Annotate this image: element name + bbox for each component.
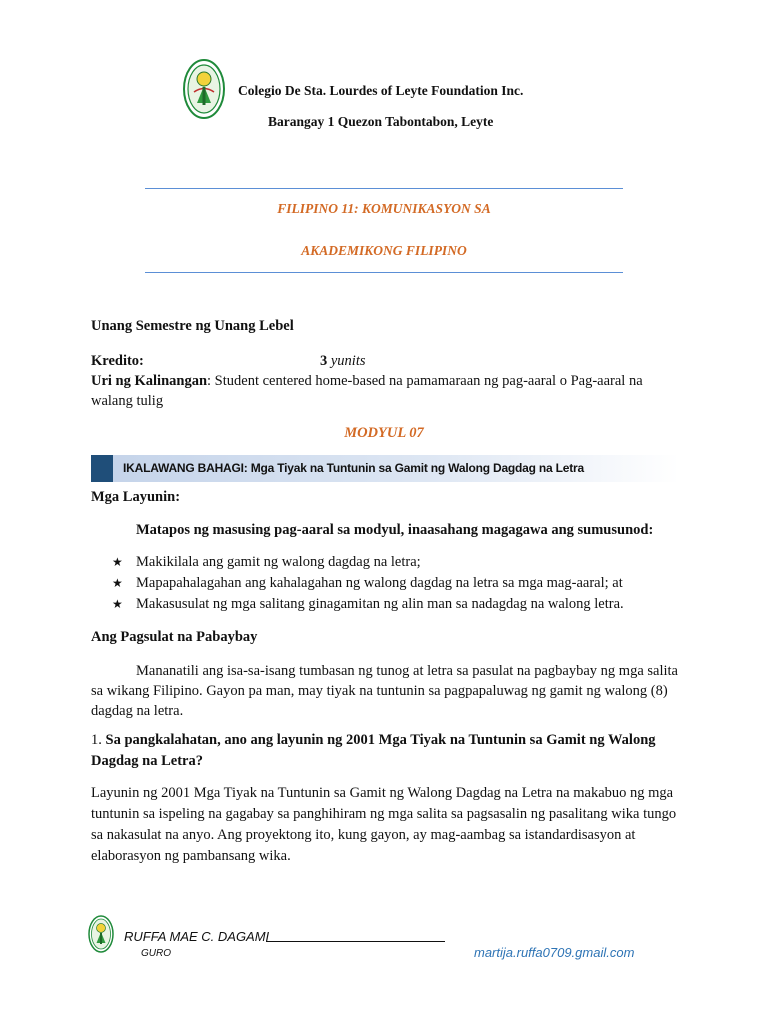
semester-label: Unang Semestre ng Unang Lebel: [91, 318, 294, 334]
list-item: [112, 596, 682, 617]
question-number: 1.: [91, 732, 102, 748]
banner-accent-block: [91, 455, 113, 482]
objective-text: Makasusulat ng mga salitang ginagamitan ng alin man sa nadagdag na walong letra.: [136, 596, 624, 612]
question-text: Sa pangkalahatan, ano ang layunin ng 2001 Mga Tiyak na Tuntunin sa Gamit ng Walong Dagdag na Letra?: [91, 732, 656, 769]
objective-text: Makikilala ang gamit ng walong dagdag na letra;: [136, 554, 421, 570]
section-banner: [91, 455, 679, 482]
objectives-intro: Matapos ng masusing pag-aaral sa modyul, inaasahang magagawa ang sumusunod:: [136, 522, 654, 538]
answer-paragraph: Layunin ng 2001 Mga Tiyak na Tuntunin sa Gamit ng Walong Dagdag na Letra na makabuo ng mga tuntunin sa ispeling na gagabay sa panghihiram ng mga salita sa pagsasalin ng pasalitang wika tungo sa nakasulat na anyo. Ang proyektong ito, kung gayon, ay mag-aambag sa istandardisasyon at elaborasyon ng pambansang wika.: [91, 785, 677, 864]
star-bullet-icon: ★: [112, 576, 123, 590]
question-1: [91, 730, 679, 772]
subject-title-line-1: FILIPINO 11: KOMUNIKASYON SA: [277, 201, 491, 216]
star-bullet-icon: ★: [112, 555, 123, 569]
subject-title-line-2: AKADEMIKONG FILIPINO: [301, 243, 467, 258]
list-item: [112, 575, 682, 596]
objective-text: Mapapahalagahan ang kahalagahan ng walong dagdag na letra sa mga mag-aaral; at: [136, 575, 623, 591]
teacher-email-link[interactable]: martija.ruffa0709.gmail.com: [474, 945, 635, 960]
teacher-role: GURO: [141, 948, 171, 959]
school-seal-icon: [183, 59, 225, 119]
star-bullet-icon: ★: [112, 597, 123, 611]
signature-line: [266, 941, 445, 942]
banner-text: IKALAWANG BAHAGI: Mga Tiyak na Tuntunin sa Gamit ng Walong Dagdag na Letra: [123, 461, 585, 475]
kredito-number: 3: [320, 353, 328, 369]
list-item: [112, 554, 682, 575]
section-paragraph: Mananatili ang isa-sa-isang tumbasan ng tunog at letra sa pasulat na pagbaybay ng mga salita sa wikang Filipino. Gayon pa man, may tiyak na tuntunin sa pagpapaluwag ng gamit ng walong (8) dagdag na letra.: [91, 663, 678, 719]
school-name: Colegio De Sta. Lourdes of Leyte Foundation Inc.: [238, 83, 524, 98]
uri-label: Uri ng Kalinangan: [91, 373, 208, 389]
section-heading: Ang Pagsulat na Pabaybay: [91, 629, 258, 645]
objectives-list: [112, 554, 682, 617]
kredito-value: [320, 353, 366, 370]
teacher-name: RUFFA MAE C. DAGAMI: [124, 929, 270, 944]
divider-top: [145, 188, 623, 189]
uri-text: : Student centered home-based na pamamaraan ng pag-aaral o Pag-aaral na walang tulig: [91, 373, 643, 409]
uri-ng-kalinangan: [91, 371, 681, 411]
kredito-unit: yunits: [330, 353, 366, 369]
divider-bottom: [145, 272, 623, 273]
kredito-label: Kredito:: [91, 353, 144, 369]
module-title: MODYUL 07: [344, 425, 424, 441]
objectives-heading: Mga Layunin:: [91, 489, 181, 505]
school-seal-small-icon: [88, 915, 114, 953]
school-address: Barangay 1 Quezon Tabontabon, Leyte: [268, 114, 494, 129]
